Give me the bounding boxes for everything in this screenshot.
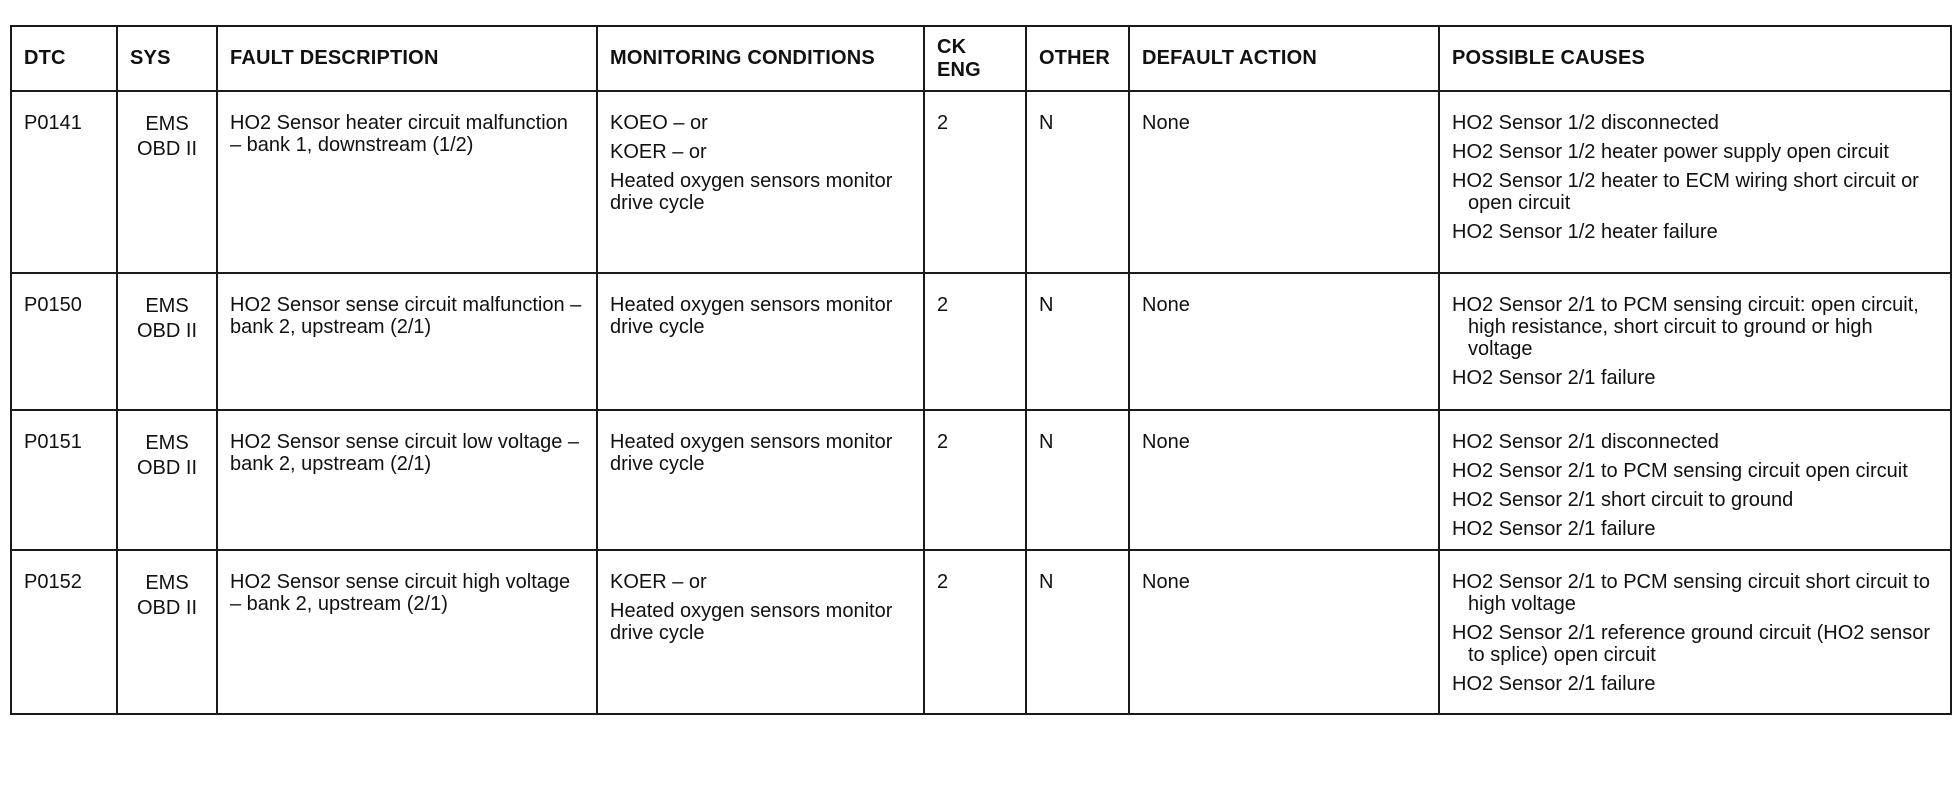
sys-line: EMS: [145, 295, 189, 317]
table-row: [11, 550, 1951, 714]
sys-line: EMS: [145, 113, 189, 135]
header-possible-causes: POSSIBLE CAUSES: [1439, 26, 1951, 91]
fault-description: HO2 Sensor sense circuit high voltage – bank 2, upstream (2/1): [217, 550, 597, 714]
header-default-action: DEFAULT ACTION: [1129, 26, 1439, 91]
cause-item: HO2 Sensor 1/2 heater failure: [1452, 221, 1718, 243]
dtc-code: P0152: [11, 550, 117, 714]
dtc-code: P0151: [11, 410, 117, 550]
monitoring-entry: Heated oxygen sensors monitor drive cycle: [610, 170, 893, 214]
ck-eng-value: 2: [924, 550, 1026, 714]
default-action: None: [1129, 91, 1439, 273]
cause-item: HO2 Sensor 2/1 failure: [1452, 518, 1656, 540]
possible-causes: [1439, 91, 1951, 273]
sys-cell: [117, 410, 217, 550]
ck-eng-value: 2: [924, 91, 1026, 273]
monitoring-entry: KOEO – or: [610, 112, 708, 134]
header-monitoring-conditions: MONITORING CONDITIONS: [597, 26, 924, 91]
cause-item: HO2 Sensor 1/2 disconnected: [1452, 112, 1719, 134]
fault-description: HO2 Sensor heater circuit malfunction – bank 1, downstream (1/2): [217, 91, 597, 273]
ck-eng-value: 2: [924, 410, 1026, 550]
table-row: [11, 91, 1951, 273]
dtc-code: P0141: [11, 91, 117, 273]
monitoring-entry: Heated oxygen sensors monitor drive cycle: [610, 431, 893, 475]
table-row: [11, 273, 1951, 410]
sys-line: EMS: [145, 572, 189, 594]
monitoring-conditions: [597, 550, 924, 714]
cause-item: HO2 Sensor 2/1 to PCM sensing circuit open circuit: [1452, 460, 1908, 482]
table-row: [11, 410, 1951, 550]
dtc-code: P0150: [11, 273, 117, 410]
cause-item: HO2 Sensor 2/1 to PCM sensing circuit short circuit to high voltage: [1452, 571, 1930, 615]
cause-item: HO2 Sensor 2/1 failure: [1452, 673, 1656, 695]
monitoring-conditions: [597, 410, 924, 550]
monitoring-entry: KOER – or: [610, 571, 707, 593]
cause-item: HO2 Sensor 2/1 disconnected: [1452, 431, 1719, 453]
monitoring-conditions: [597, 273, 924, 410]
sys-line: EMS: [145, 432, 189, 454]
sys-cell: [117, 273, 217, 410]
cause-item: HO2 Sensor 2/1 to PCM sensing circuit: open circuit, high resistance, short circuit to ground or high voltage: [1452, 294, 1919, 360]
other-value: N: [1026, 273, 1129, 410]
cause-item: HO2 Sensor 1/2 heater to ECM wiring short circuit or open circuit: [1452, 170, 1919, 214]
default-action: None: [1129, 550, 1439, 714]
cause-item: HO2 Sensor 2/1 short circuit to ground: [1452, 489, 1794, 511]
monitoring-entry: KOER – or: [610, 141, 707, 163]
possible-causes: [1439, 550, 1951, 714]
cause-item: HO2 Sensor 1/2 heater power supply open circuit: [1452, 141, 1889, 163]
sys-line: OBD II: [136, 457, 197, 479]
sys-line: OBD II: [136, 138, 197, 160]
monitoring-entry: Heated oxygen sensors monitor drive cycle: [610, 600, 893, 644]
other-value: N: [1026, 550, 1129, 714]
header-dtc: DTC: [11, 26, 117, 91]
header-row: [11, 26, 1951, 91]
default-action: None: [1129, 273, 1439, 410]
sys-line: OBD II: [136, 597, 197, 619]
possible-causes: [1439, 273, 1951, 410]
fault-description: HO2 Sensor sense circuit low voltage – bank 2, upstream (2/1): [217, 410, 597, 550]
other-value: N: [1026, 410, 1129, 550]
header-sys: SYS: [117, 26, 217, 91]
ck-eng-value: 2: [924, 273, 1026, 410]
header-other: OTHER: [1026, 26, 1129, 91]
cause-item: HO2 Sensor 2/1 reference ground circuit (HO2 sensor to splice) open circuit: [1452, 622, 1930, 666]
dtc-table: [10, 25, 1952, 715]
possible-causes: [1439, 410, 1951, 550]
cause-item: HO2 Sensor 2/1 failure: [1452, 367, 1656, 389]
sys-cell: [117, 550, 217, 714]
fault-description: HO2 Sensor sense circuit malfunction – bank 2, upstream (2/1): [217, 273, 597, 410]
other-value: N: [1026, 91, 1129, 273]
monitoring-conditions: [597, 91, 924, 273]
default-action: None: [1129, 410, 1439, 550]
header-fault-description: FAULT DESCRIPTION: [217, 26, 597, 91]
header-ck-eng: CK ENG: [924, 26, 1026, 91]
sys-line: OBD II: [136, 320, 197, 342]
sys-cell: [117, 91, 217, 273]
monitoring-entry: Heated oxygen sensors monitor drive cycle: [610, 294, 893, 338]
